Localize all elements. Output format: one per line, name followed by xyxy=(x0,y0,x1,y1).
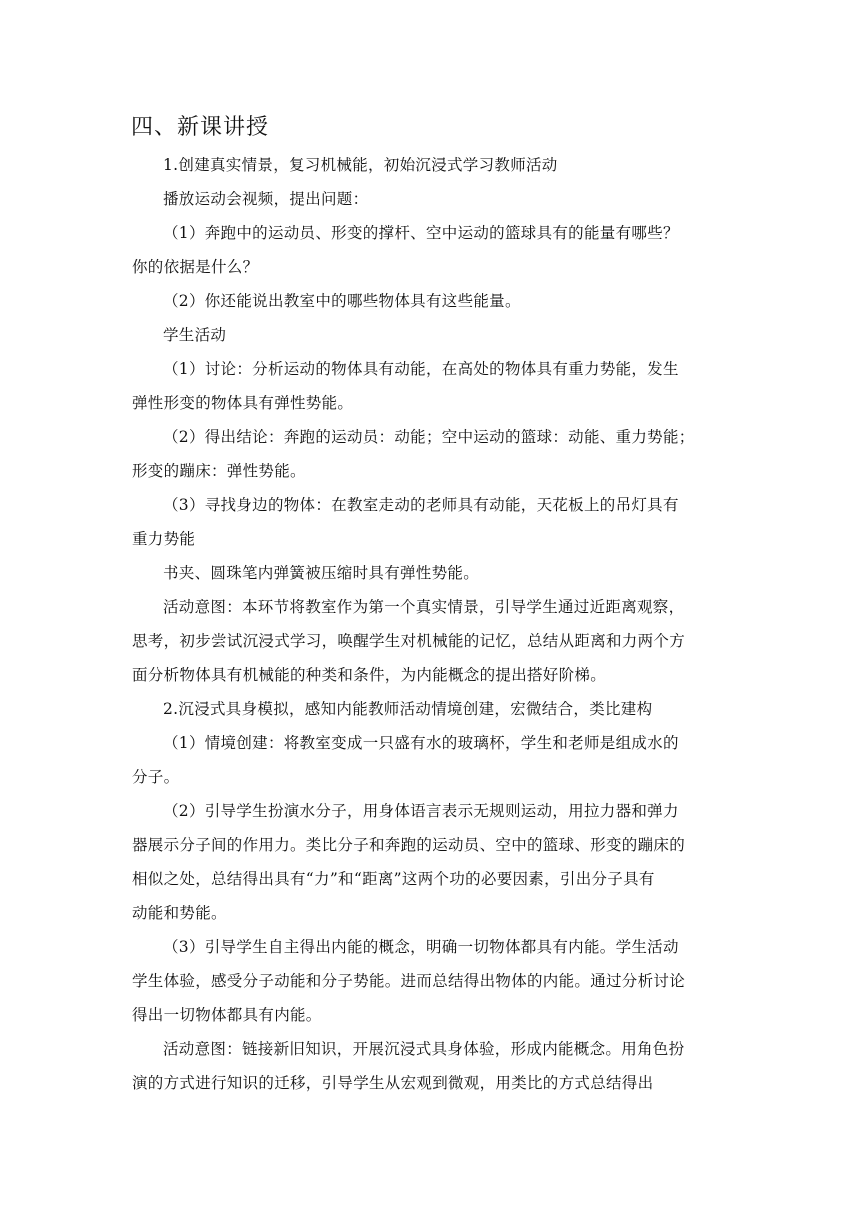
paragraph-line: 分子。 xyxy=(132,768,180,786)
paragraph-line: 动能和势能。 xyxy=(132,904,227,922)
paragraph-line: （1）奔跑中的运动员、形变的撑杆、空中运动的篮球具有的能量有哪些？ xyxy=(163,224,679,242)
paragraph-line: 1.创建真实情景，复习机械能，初始沉浸式学习教师活动 xyxy=(163,156,558,174)
paragraph-line: 活动意图：本环节将教室作为第一个真实情景，引导学生通过近距离观察， xyxy=(163,598,685,616)
paragraph-line: 你的依据是什么？ xyxy=(132,258,259,276)
paragraph-line: 学生活动 xyxy=(163,326,227,344)
paragraph-line: 得出一切物体都具有内能。 xyxy=(132,1006,322,1024)
paragraph-line: 弹性形变的物体具有弹性势能。 xyxy=(132,394,354,412)
paragraph-line: （2）得出结论：奔跑的运动员：动能；空中运动的篮球：动能、重力势能； xyxy=(163,428,695,446)
paragraph-line: （3）寻找身边的物体：在教室走动的老师具有动能，天花板上的吊灯具有 xyxy=(163,496,679,514)
paragraph-line: 2.沉浸式具身模拟，感知内能教师活动情境创建，宏微结合，类比建构 xyxy=(163,700,653,718)
paragraph-line: 面分析物体具有机械能的种类和条件，为内能概念的提出搭好阶梯。 xyxy=(132,666,607,684)
paragraph-line: 相似之处，总结得出具有“力”和“距离”这两个功的必要因素，引出分子具有 xyxy=(132,870,655,888)
paragraph-line: 书夹、圆珠笔内弹簧被压缩时具有弹性势能。 xyxy=(163,564,480,582)
paragraph-line: 重力势能 xyxy=(132,530,196,548)
paragraph-line: 形变的蹦床：弹性势能。 xyxy=(132,462,306,480)
section-heading: 四、新课讲授 xyxy=(131,115,270,140)
paragraph-line: 活动意图：链接新旧知识，开展沉浸式具身体验，形成内能概念。用角色扮 xyxy=(163,1040,685,1058)
paragraph-line: （1）情境创建：将教室变成一只盛有水的玻璃杯，学生和老师是组成水的 xyxy=(163,734,679,752)
paragraph-line: （2）你还能说出教室中的哪些物体具有这些能量。 xyxy=(163,292,521,310)
paragraph-line: （1）讨论：分析运动的物体具有动能，在高处的物体具有重力势能，发生 xyxy=(163,360,679,378)
paragraph-line: （3）引导学生自主得出内能的概念，明确一切物体都具有内能。学生活动 xyxy=(163,938,679,956)
paragraph-line: （2）引导学生扮演水分子，用身体语言表示无规则运动，用拉力器和弹力 xyxy=(163,802,679,820)
paragraph-line: 学生体验，感受分子动能和分子势能。进而总结得出物体的内能。通过分析讨论 xyxy=(132,972,686,990)
paragraph-line: 器展示分子间的作用力。类比分子和奔跑的运动员、空中的篮球、形变的蹦床的 xyxy=(132,836,686,854)
paragraph-line: 思考，初步尝试沉浸式学习，唤醒学生对机械能的记忆，总结从距离和力两个方 xyxy=(132,632,686,650)
paragraph-line: 播放运动会视频，提出问题： xyxy=(163,190,369,208)
paragraph-line: 演的方式进行知识的迁移，引导学生从宏观到微观，用类比的方式总结得出 xyxy=(132,1074,654,1092)
